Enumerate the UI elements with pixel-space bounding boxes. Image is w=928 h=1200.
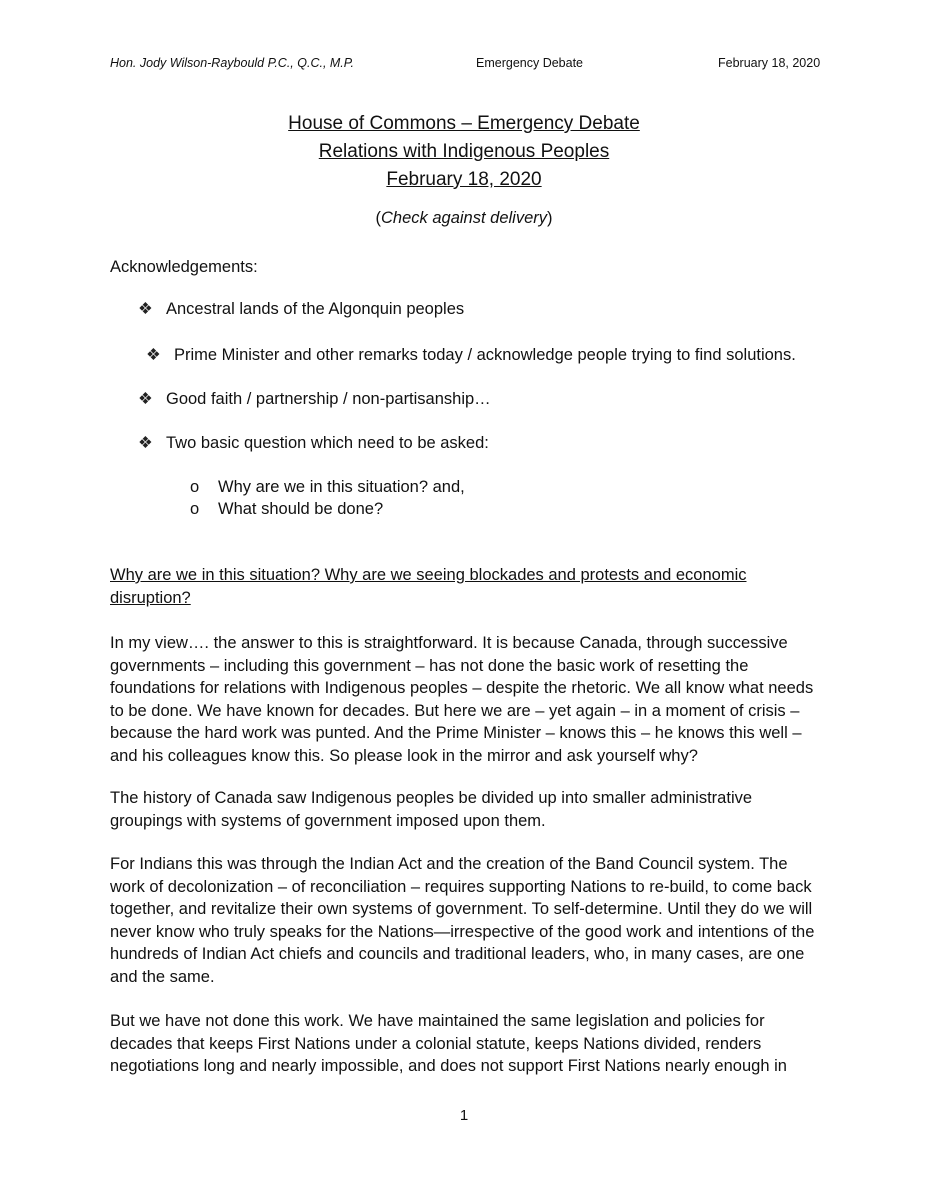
header-title: Emergency Debate — [476, 56, 584, 70]
check-open-paren: ( — [375, 209, 381, 227]
document-title — [0, 110, 928, 194]
header-author: Hon. Jody Wilson-Raybould P.C., Q.C., M.P. — [110, 56, 354, 70]
section-heading: Why are we in this situation? Why are we seeing blockades and protests and economic disruption? — [110, 566, 747, 607]
circle-bullet-icon: o — [190, 478, 200, 496]
sub-bullet-item — [190, 478, 465, 497]
bullet-text: Good faith / partnership / non-partisanship… — [166, 390, 491, 408]
sub-bullet-text: Why are we in this situation? and, — [218, 478, 465, 496]
acknowledgements-label: Acknowledgements: — [110, 258, 258, 276]
bullet-text: Ancestral lands of the Algonquin peoples — [166, 300, 465, 318]
sub-bullet-text: What should be done? — [218, 500, 384, 518]
diamond-bullet-icon: ❖ — [146, 346, 161, 364]
diamond-bullet-icon: ❖ — [138, 434, 153, 452]
paragraph-3: For Indians this was through the Indian Act and the creation of the Band Council system. The work of decolonization – of reconciliation – requires supporting Nations to re-build, to come back together, and revitalize their own systems of government. To self-determine. Until they do we will never know who truly speaks for the Nations—irrespective of the good work and intentions of the hundreds of Indian Act chiefs and councils and traditional leaders, who, in many cases, are one and the same. — [110, 855, 815, 986]
circle-bullet-icon: o — [190, 500, 200, 518]
check-against-delivery — [0, 209, 928, 228]
paragraph-4: But we have not done this work. We have maintained the same legislation and policies for decades that keeps First Nations under a colonial statute, keeps Nations divided, renders negotiations long and nearly impossible, and does not support First Nations nearly enough in — [110, 1012, 787, 1075]
paragraph-2: The history of Canada saw Indigenous peoples be divided up into smaller administrative groupings with systems of government imposed upon them. — [110, 789, 753, 830]
check-text: Check against delivery — [381, 209, 547, 227]
title-line-2: Relations with Indigenous Peoples — [318, 141, 610, 162]
bullet-text: Two basic question which need to be asked: — [166, 434, 489, 452]
bullet-item — [138, 433, 489, 453]
sub-bullet-item — [190, 500, 383, 519]
diamond-bullet-icon: ❖ — [138, 300, 153, 318]
title-line-1: House of Commons – Emergency Debate — [288, 113, 640, 134]
bullet-text: Prime Minister and other remarks today / acknowledge people trying to find solutions. — [174, 346, 796, 364]
bullet-item — [146, 345, 796, 365]
bullet-item — [138, 299, 464, 319]
page-number: 1 — [459, 1107, 469, 1124]
diamond-bullet-icon: ❖ — [138, 390, 153, 408]
header-date: February 18, 2020 — [718, 56, 821, 70]
check-close-paren: ) — [547, 209, 553, 227]
bullet-item — [138, 389, 491, 409]
paragraph-1: In my view…. the answer to this is straightforward. It is because Canada, through successive governments – including this government – has not done the basic work of resetting the foundations for relations with Indigenous peoples – despite the rhetoric. We all know what needs to be done. We have known for decades. But here we are – yet again – in a moment of crisis – because the hard work was punted. And the Prime Minister – knows this – he knows this well – and his colleagues know this. So please look in the mirror and ask yourself why? — [110, 634, 814, 765]
title-line-3: February 18, 2020 — [386, 169, 542, 190]
